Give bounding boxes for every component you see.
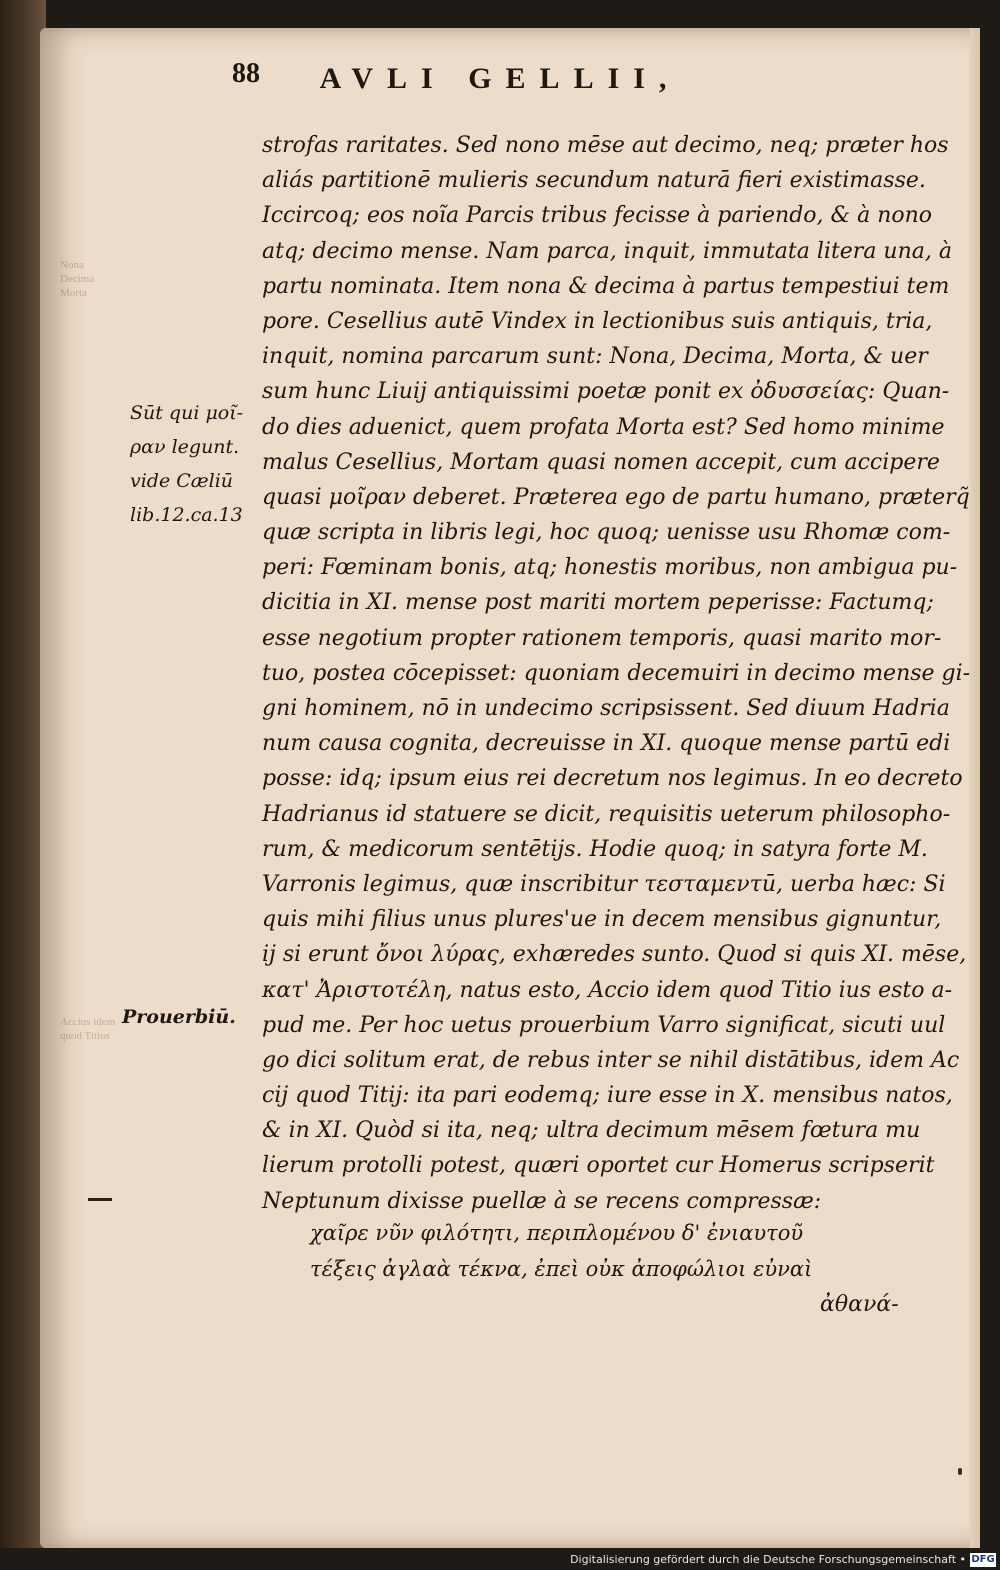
- margin-note-moira: [130, 396, 243, 532]
- text-line: Varronis legimus, quæ inscribitur τεσταμεντū, uerba hæc: Si: [262, 871, 946, 897]
- funding-footer: [0, 1548, 1000, 1570]
- text-line: quasi μοῖραν deberet. Præterea ego de partu humano, præterq̃: [262, 484, 970, 510]
- funding-text: Digitalisierung gefördert durch die Deutsche Forschungsgemeinschaft •: [570, 1553, 966, 1566]
- text-line: posse: idq; ipsum eius rei decretum nos legimus. In eo decreto: [262, 766, 963, 792]
- margin-note-line: ραν legunt.: [130, 436, 240, 458]
- faded-note-line: quod Titius: [60, 1030, 110, 1042]
- page-edge: [970, 28, 980, 1548]
- catchword: ἀθανά-: [820, 1292, 899, 1317]
- text-line: aliás partitionē mulieris secundum naturā fieri existimasse.: [262, 168, 926, 194]
- text-line: strofas raritates. Sed nono mēse aut decimo, neq; præter hos: [262, 133, 949, 158]
- text-line: quis mihi filius unus plures'ue in decem mensibus gignuntur,: [262, 907, 942, 933]
- margin-note-line: Sūt qui μοῖ-: [130, 402, 244, 424]
- page-number: 88: [232, 58, 260, 89]
- verse-line: χαῖρε νῦν φιλότητι, περιπλομένου δ' ἐνιαυτοῦ: [310, 1221, 804, 1245]
- text-line: num causa cognita, decreuisse in XI. quoque mense partū edi: [262, 731, 951, 757]
- text-line: gni hominem, nō in undecimo scripsissent. Sed diuum Hadria: [262, 696, 950, 721]
- text-line: κατ' Ἀριστοτέλη, natus esto, Accio idem quod Titio ius esto a-: [262, 977, 953, 1003]
- margin-note-line: lib.12.ca.13: [130, 504, 243, 526]
- text-line: peri: Fœminam bonis, atq; honestis moribus, non ambigua pu-: [262, 555, 958, 581]
- margin-note-prouerbium: Prouerbiū.: [122, 1006, 236, 1028]
- text-line: tuo, postea cōcepisset: quoniam decemuiri in decimo mense gi-: [262, 660, 971, 686]
- text-line: go dici solitum erat, de rebus inter se nihil distātibus, idem Ac: [262, 1047, 960, 1073]
- text-line: cij quod Titij: ita pari eodemq; iure esse in X. mensibus natos,: [262, 1083, 953, 1109]
- faded-note-line: Accius idem: [60, 1016, 116, 1028]
- text-line: partu nominata. Item nona & decima à partus tempestiui tem: [262, 273, 950, 299]
- faded-margin-note-b: [60, 1015, 115, 1043]
- running-head: AVLI GELLII,: [319, 62, 681, 95]
- verse-line: τέξεις ἀγλαὰ τέκνα, ἐπεὶ οὐκ ἀποφώλιοι εὐναὶ: [310, 1257, 813, 1281]
- text-line: sum hunc Liuij antiquissimi poetæ ponit ex ὀδυσσείας: Quan-: [262, 379, 950, 405]
- body-text: [262, 128, 971, 1219]
- text-line: quæ scripta in libris legi, hoc quoq; uenisse usu Rhomæ com-: [262, 520, 951, 546]
- faded-margin-note-a: [60, 258, 94, 300]
- text-line: atq; decimo mense. Nam parca, inquit, immutata litera una, à: [262, 238, 952, 264]
- dfg-logo-icon: DFG: [971, 1554, 995, 1565]
- text-line: pud me. Per hoc uetus prouerbium Varro significat, sicuti uul: [262, 1012, 946, 1038]
- text-line: malus Cesellius, Mortam quasi nomen accepit, cum accipere: [262, 449, 940, 475]
- faded-note-line: Decima: [60, 273, 95, 285]
- ink-spot: [958, 1468, 962, 1475]
- text-line: dicitia in XI. mense post mariti mortem peperisse: Factumq;: [262, 590, 934, 616]
- text-line: Neptunum dixisse puellæ à se recens compressæ:: [262, 1188, 822, 1214]
- text-line: Iccircoq; eos noĩa Parcis tribus fecisse à pariendo, & à nono: [262, 203, 933, 229]
- text-line: do dies aduenict, quem profata Morta est? Sed homo minime: [262, 414, 945, 440]
- faded-note-line: Nona: [60, 259, 84, 271]
- margin-dash-mark: [88, 1198, 112, 1201]
- text-line: esse negotium propter rationem temporis, quasi marito mor-: [262, 625, 942, 651]
- text-line: ij si erunt ὄνοι λύρας, exhæredes sunto. Quod si quis XI. mēse,: [262, 942, 967, 968]
- text-line: inquit, nomina parcarum sunt: Nona, Decima, Morta, & uer: [262, 344, 928, 370]
- text-line: & in XI. Quòd si ita, neq; ultra decimum mēsem fœtura mu: [262, 1118, 921, 1144]
- greek-verse-quote: [310, 1215, 812, 1287]
- margin-note-line: vide Cæliū: [130, 470, 234, 492]
- faded-note-line: Morta: [60, 287, 87, 299]
- text-line: rum, & medicorum sentētijs. Hodie quoq; in satyra forte M.: [262, 836, 928, 862]
- text-line: pore. Cesellius autē Vindex in lectionibus suis antiquis, tria,: [262, 308, 933, 334]
- text-line: lierum protolli potest, quæri oportet cur Homerus scripserit: [262, 1153, 935, 1179]
- text-line: Hadrianus id statuere se dicit, requisitis ueterum philosopho-: [262, 801, 951, 827]
